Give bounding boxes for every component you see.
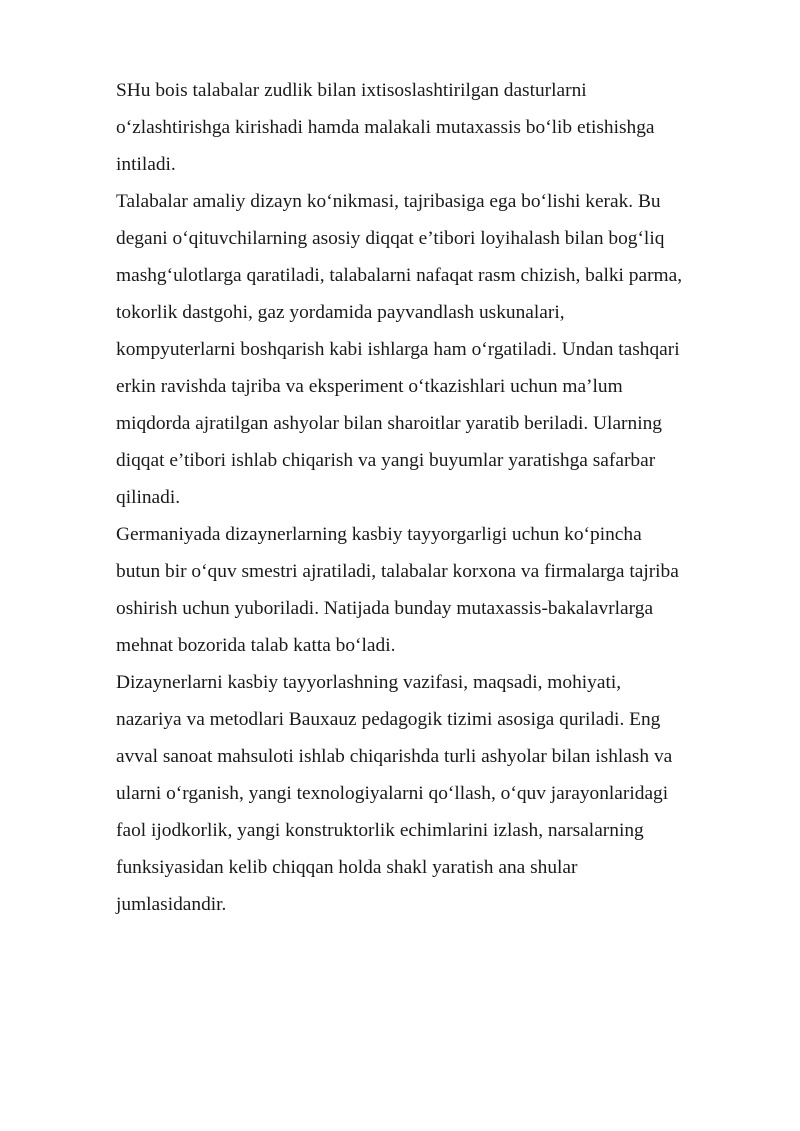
text-line: SHu bois talabalar zudlik bilan ixtisoslashtirilgan dasturlarni [116, 80, 587, 101]
text-line: faol ijodkorlik, yangi konstruktorlik echimlarini izlash, narsalarning [116, 820, 644, 841]
text-line: mehnat bozorida talab katta bo‘ladi. [116, 635, 396, 656]
text-line: avval sanoat mahsuloti ishlab chiqarishda turli ashyolar bilan ishlash va [116, 746, 673, 767]
paragraph-2 [116, 183, 756, 516]
paragraph-1 [116, 72, 756, 183]
text-line: miqdorda ajratilgan ashyolar bilan sharoitlar yaratib beriladi. Ularning [116, 413, 662, 434]
text-line: oshirish uchun yuboriladi. Natijada bunday mutaxassis-bakalavrlarga [116, 598, 654, 619]
document-body [116, 72, 756, 923]
text-line: butun bir o‘quv smestri ajratiladi, talabalar korxona va firmalarga tajriba [116, 561, 679, 582]
text-line: nazariya va metodlari Bauxauz pedagogik tizimi asosiga quriladi. Eng [116, 709, 661, 730]
text-line: Talabalar amaliy dizayn ko‘nikmasi, tajribasiga ega bo‘lishi kerak. Bu [116, 191, 661, 212]
text-line: intiladi. [116, 154, 176, 175]
paragraph-3 [116, 516, 756, 664]
text-line: ularni o‘rganish, yangi texnologiyalarni qo‘llash, o‘quv jarayonlaridagi [116, 783, 669, 804]
text-line: Dizaynerlarni kasbiy tayyorlashning vazifasi, maqsadi, mohiyati, [116, 672, 622, 693]
text-line: tokorlik dastgohi, gaz yordamida payvandlash uskunalari, [116, 302, 565, 323]
paragraph-4 [116, 664, 756, 923]
text-line: kompyuterlarni boshqarish kabi ishlarga ham o‘rgatiladi. Undan tashqari [116, 339, 680, 360]
text-line: diqqat e’tibori ishlab chiqarish va yangi buyumlar yaratishga safarbar [116, 450, 656, 471]
text-line: jumlasidandir. [116, 894, 227, 915]
text-line: funksiyasidan kelib chiqqan holda shakl yaratish ana shular [116, 857, 578, 878]
text-line: erkin ravishda tajriba va eksperiment o‘tkazishlari uchun ma’lum [116, 376, 623, 397]
text-line: degani o‘qituvchilarning asosiy diqqat e’tibori loyihalash bilan bog‘liq [116, 228, 665, 249]
text-line: o‘zlashtirishga kirishadi hamda malakali mutaxassis bo‘lib etishishga [116, 117, 655, 138]
text-line: Germaniyada dizaynerlarning kasbiy tayyorgarligi uchun ko‘pincha [116, 524, 642, 545]
text-line: qilinadi. [116, 487, 181, 508]
text-line: mashg‘ulotlarga qaratiladi, talabalarni nafaqat rasm chizish, balki parma, [116, 265, 683, 286]
